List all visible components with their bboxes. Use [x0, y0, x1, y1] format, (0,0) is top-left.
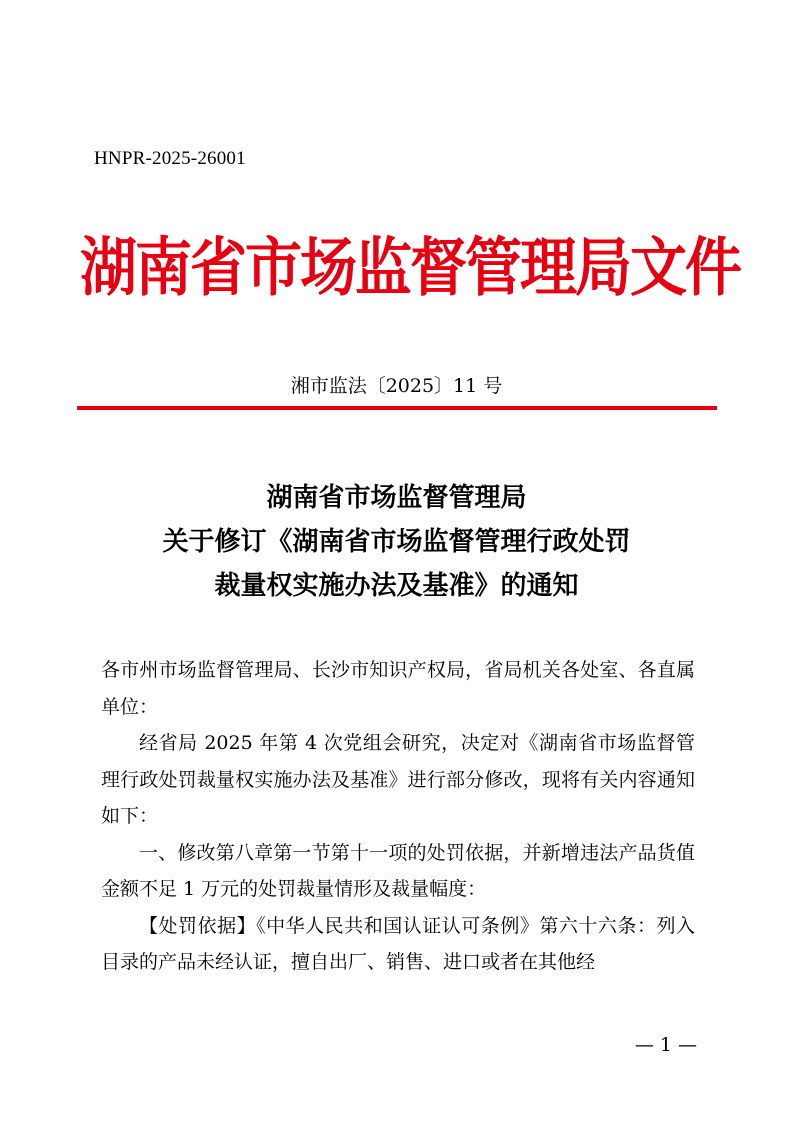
notice-body	[101, 652, 695, 981]
body-paragraph-1: 经省局 2025 年第 4 次党组会研究，决定对《湖南省市场监督管理行政处罚裁量权实施办法及基准》进行部分修改，现将有关内容通知如下：	[101, 732, 695, 827]
body-paragraph-2: 一、修改第八章第一节第十一项的处罚依据，并新增违法产品货值金额不足 1 万元的处罚裁量情形及裁量幅度：	[101, 841, 695, 900]
body-paragraph-3: 【处罚依据】《中华人民共和国认证认可条例》第六十六条：列入目录的产品未经认证，擅自出厂、销售、进口或者在其他经	[101, 914, 695, 973]
page-number: — 1 —	[634, 1034, 697, 1056]
addressee: 各市州市场监督管理局、长沙市知识产权局，省局机关各处室、各直属单位：	[101, 659, 695, 718]
document-code: HNPR-2025-26001	[94, 148, 246, 169]
masthead-title: 湖南省市场监督管理局文件	[80, 231, 740, 305]
document-number: 湘市监法〔2025〕11 号	[290, 375, 503, 397]
title-line-3: 裁量权实施办法及基准》的通知	[214, 571, 579, 601]
notice-title	[0, 476, 793, 608]
title-line-2: 关于修订《湖南省市场监督管理行政处罚	[162, 527, 631, 557]
red-divider-line	[77, 406, 717, 410]
title-line-1: 湖南省市场监督管理局	[266, 483, 527, 513]
